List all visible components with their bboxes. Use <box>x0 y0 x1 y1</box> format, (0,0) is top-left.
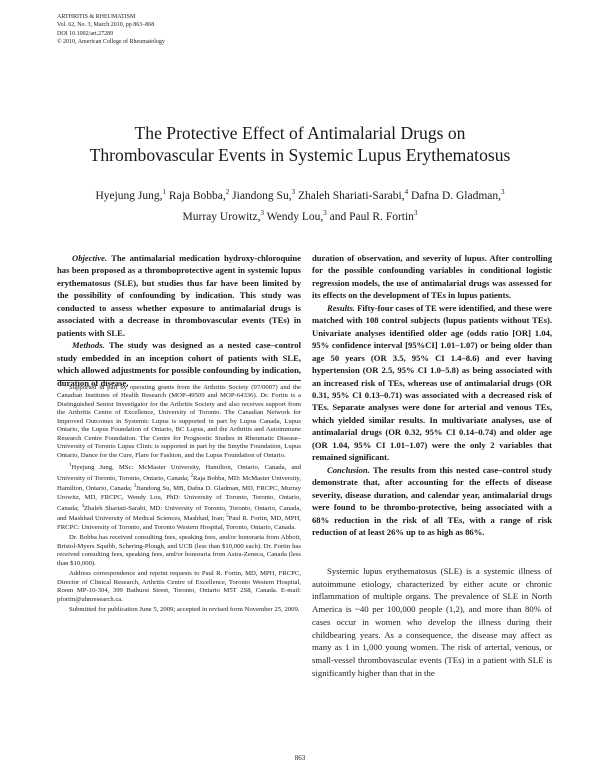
page-number: 863 <box>294 754 306 762</box>
affiliation-text: Jiandong Su, MB, Dafna D. Gladman, MD, FRCPC, Murray Urowitz, MD, FRCPC, Wendy Lou, PhD: University of Toronto, Toronto, Ontario, Canada; <box>57 485 301 512</box>
footnote-divider <box>57 380 301 381</box>
journal-name: ARTHRITIS & RHEUMATISM <box>57 14 136 20</box>
author-name: Wendy Lou, <box>263 210 324 223</box>
author-affiliation-mark: 2 <box>225 188 230 196</box>
author-name: Hyejung Jung, <box>95 189 163 202</box>
author-name: Jiandong Su, <box>229 189 292 202</box>
author-affiliation-mark: 1 <box>162 188 167 196</box>
affiliation-mark: 2 <box>190 473 193 479</box>
affiliation-mark: 1 <box>69 463 72 469</box>
objective-text: The antimalarial medication hydroxy-chloroquine has been proposed as a thromboprotective agent in systemic lupus erythematosus (SLE), but studies thus far have been limited by the possibility of confounding by indication. This study was conducted to assess whether exposure to antimalarial drugs is associated with a decrease in thrombovascular events (TEs) in patients with SLE. <box>57 253 301 338</box>
title-line-2: Thrombovascular Events in Systemic Lupus Erythematosus <box>89 145 511 165</box>
results-label: Results. <box>327 302 355 313</box>
abstract-objective <box>57 252 301 339</box>
author-affiliation-mark: 4 <box>404 188 409 196</box>
abstract-conclusion <box>312 464 552 539</box>
intro-paragraph: Systemic lupus erythematosus (SLE) is a systemic illness of autoimmune etiology, characterized by either acute or chronic inflammation of multiple organs. The prevalence of SLE in North America is ~40 per 100,000 people (1,2), and more than 80% of cases occur in women who develop the illness during their childbearing years. As a consequence, the disease may affect as many as 1 in 1,000 young women. The risk of arterial, venous, or small-vessel thrombovascular events (TEs) in a patient with SLE is significantly higher than that in the <box>312 566 552 678</box>
correspondence-footnote: Address correspondence and reprint requests to Paul R. Fortin, MD, MPH, FRCPC, Director of Clinical Research, Arthritis Centre of Excellence, Toronto Western Hospital, Room MP-10-304, 399 Bathurst Street, Toronto, Ontario M5T 2S8, Canada. E-mail: pfortin@uhnresearch.ca. <box>57 570 301 603</box>
affiliation-text: Raja Bobba, MD: McMaster University, Hamilton, Ontario, Canada; <box>57 475 301 493</box>
funding-footnote: Supported in part by operating grants from the Arthritis Society (97/0007) and the Canadian Institutes of Health Research (MOP-49509 and MOP-64336). Dr. Fortin is a Distinguished Senior Investigator for the Arthritis Society and also receives support from the Arthritis Centre of Excellence, University of Toronto. The Canadian Network for Improved Outcomes in Systemic Lupus is supported in part by Lupus Canada, Lupus Ontario, the Lupus Foundation of Ontario, BC Lupus, and the Arthritis and Autoimmune Research Centre Foundation. The Centre for Prognostic Studies in Rheumatic Disease–University of Toronto Lupus Clinic is supported in part by the Smythe Foundation, Lupus Ontario, Dance for the Cure, Flare for Fashion, and the Lupus Foundation of Ontario. <box>57 384 301 459</box>
author-name: Raja Bobba, <box>166 189 226 202</box>
methods-text: The study was designed as a nested case–control study embedded in an inception cohort of patients with SLE, which allowed adjustments for possible confounding by indication, duration of disease, <box>57 340 301 388</box>
article-title <box>40 122 560 166</box>
conclusion-label: Conclusion. <box>327 464 370 475</box>
author-name: and Paul R. Fortin <box>326 210 414 223</box>
author-name: Zhaleh Shariati-Sarabi, <box>295 189 405 202</box>
doi: DOI 10.1002/art.27289 <box>57 30 114 37</box>
abstract-right-column <box>312 252 552 538</box>
author-affiliation-mark: 3 <box>413 208 418 217</box>
methods-label: Methods. <box>72 340 105 351</box>
volume-info: Vol. 62, No. 3, March 2010, pp 863–868 <box>57 22 155 29</box>
objective-label: Objective. <box>72 253 108 263</box>
affiliation-mark: 3 <box>133 484 137 490</box>
methods-continued: duration of observation, and severity of lupus. After controlling for the possible confounding variables in conditional logistic regression models, the use of antimalarial drugs was assessed for its effects on the development of TEs in lupus patients. <box>312 253 552 301</box>
abstract-results <box>312 302 552 464</box>
submission-footnote: Submitted for publication June 5, 2009; accepted in revised form November 25, 2009. <box>69 606 300 614</box>
disclosure-footnote: Dr. Bobba has received consulting fees, speaking fees, and/or honoraria from Abbott, Bristol-Myers Squibb, Schering-Plough, and UCB (less than $10,000 each). Dr. Fortin has received consulting fees, speaking fees, and/or honoraria from Astra-Zeneca, Canada (less than $10,000). <box>57 534 301 567</box>
conclusion-text: The results from this nested case–control study demonstrate that, after accounting for the effects of disease severity, disease duration, and calendar year, antimalarial drugs were found to be thrombo-protective, being associated with a 68% reduction in the risk of all TEs, with a range of risk reduction of at least 26% up to as high as 86%. <box>312 464 552 537</box>
author-affiliation-mark: 3 <box>501 188 505 196</box>
affiliation-text: Zhaleh Shariati-Sarabi, MD: University of Toronto, Toronto, Ontario, Canada, and Mashhad University of Medical Sciences, Mashhad, Iran; <box>57 504 301 523</box>
author-affiliation-mark: 3 <box>291 188 296 196</box>
affiliation-text: Hyejung Jung, MSc: McMaster University, Hamilton, Ontario, Canada, and University of Toronto, Toronto, Ontario, Canada; <box>57 464 301 482</box>
title-line-1: The Protective Effect of Antimalarial Drugs on <box>134 123 466 143</box>
author-affiliation-mark: 3 <box>260 208 264 217</box>
affiliation-mark: 4 <box>81 503 84 509</box>
author-name: Murray Urowitz, <box>182 210 261 223</box>
footnotes <box>57 384 301 617</box>
journal-header <box>57 13 165 47</box>
results-text: Fifty-four cases of TE were identified, and these were matched with 108 control subjects (lupus patients without TEs). Univariate analyses identified older age (odds ratio [OR] 1.04, 95% confidence interval [95%CI] 1.01–1.07) or being older than age 50 years (OR 3.5, 95% CI 1.4–8.6) and ever having hypertension (OR 2.5, 95% CI 1.0–5.8) as being associated with an increased risk of TEs, whereas use of antimalarial drugs (OR 0.31, 95% CI 0.13–0.71) was associated with a decreased risk of TEs. Separate analyses were done for arterial and venous TEs, which yielded similar results. In multivariate analyses, use of antimalarial drugs (OR 0.32, 95% CI 0.14–0.74) and older age (OR 1.04, 95% CI 1.01–1.07) were the only 2 variables that remained significant. <box>312 302 552 463</box>
body-text <box>312 565 552 679</box>
author-name: Dafna D. Gladman, <box>408 189 502 202</box>
affiliation-mark: 5 <box>226 514 229 520</box>
affiliations-footnote <box>57 462 301 532</box>
author-affiliation-mark: 3 <box>323 208 327 217</box>
abstract-left-column <box>57 252 301 389</box>
abstract-methods <box>57 339 301 389</box>
author-list <box>50 184 550 226</box>
affiliation-text: Paul R. Fortin, MD, MPH, FRCPC: University of Toronto, and Toronto Western Hospital, Toronto, Ontario, Canada. <box>57 515 301 531</box>
copyright: © 2010, American College of Rheumatology <box>57 39 165 46</box>
